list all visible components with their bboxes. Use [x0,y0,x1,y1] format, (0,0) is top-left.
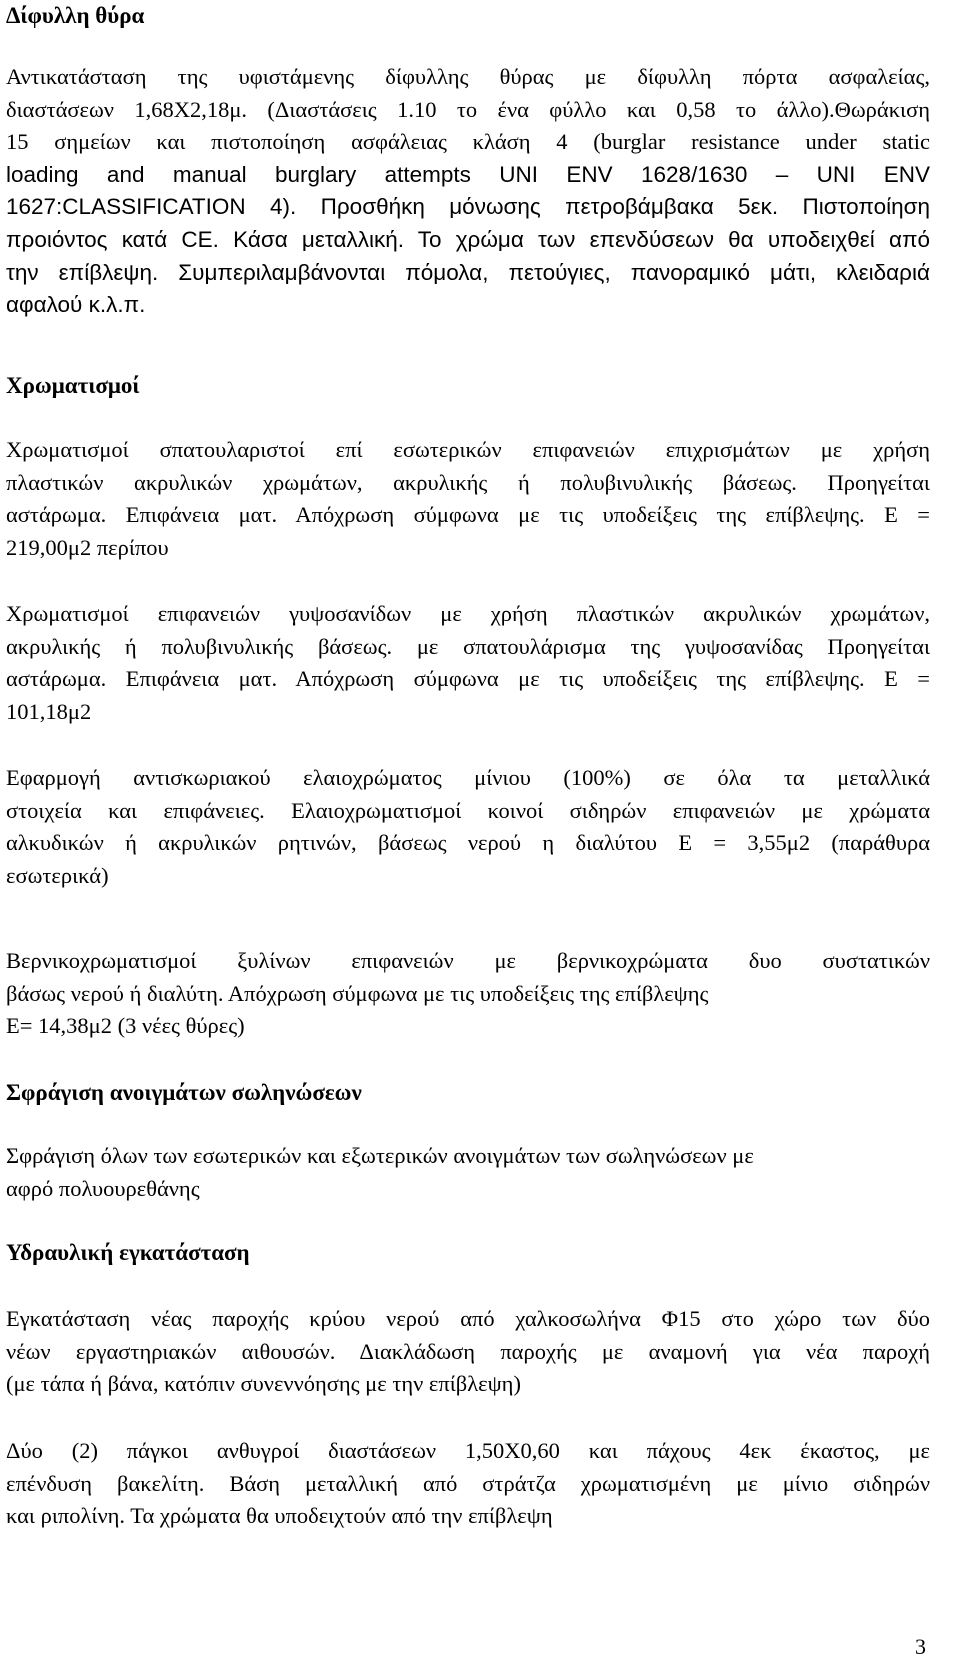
paragraph-paintwork-metal [6,762,930,892]
text-line: Ε= 14,38μ2 (3 νέες θύρες) [6,1013,245,1039]
text-line: Βερνικοχρωματισμοί ξυλίνων επιφανειών με βερνικοχρώματα δυο συστατικών [6,948,930,973]
text-line: Εγκατάσταση νέας παροχής κρύου νερού από χαλκοσωλήνα Φ15 στο χώρο των δύο [6,1306,930,1331]
section-heading-double-door: Δίφυλλη θύρα [6,3,145,28]
paragraph-paintwork-drywall [6,598,930,728]
text-line: εσωτερικά) [6,862,109,888]
paragraph-plumbing-benches [6,1435,930,1533]
page-number: 3 [915,1634,926,1659]
text-line: αστάρωμα. Επιφάνεια ματ. Απόχρωση σύμφωνα με τις υποδείξεις της επίβλεψης. Ε = [6,666,930,692]
section-heading-plumbing: Υδραυλική εγκατάσταση [6,1240,250,1265]
text-line: Σφράγιση όλων των εσωτερικών και εξωτερικών ανοιγμάτων των σωληνώσεων με [6,1143,754,1168]
text-line: 15 σημείων και πιστοποίηση ασφάλειας κλάση 4 (burglar resistance under static [6,129,930,155]
text-line: 101,18μ2 [6,698,92,724]
text-line: αλκυδικών ή ακρυλικών ρητινών, βάσεως νερού η διαλύτου Ε = 3,55μ2 (παράθυρα [6,830,930,856]
paragraph-double-door [6,61,930,322]
text-line: αφρό πολυουρεθάνης [6,1175,200,1201]
paragraph-pipe-sealing [6,1140,930,1205]
paragraph-paintwork-wood [6,945,930,1043]
text-line: loading and manual burglary attempts UNI ENV 1628/1630 – UNI ENV [6,161,930,187]
text-line: επένδυση βακελίτη. Βάση μεταλλική από στράτζα χρωματισμένη με μίνιο σιδηρών [6,1470,930,1496]
text-line: 219,00μ2 περίπου [6,534,169,560]
paragraph-paintwork-interior [6,434,930,564]
paragraph-plumbing-supply [6,1303,930,1401]
text-line: Χρωματισμοί σπατουλαριστοί επί εσωτερικών επιφανειών επιχρισμάτων με χρήση [6,437,930,462]
text-line: Χρωματισμοί επιφανειών γυψοσανίδων με χρήση πλαστικών ακρυλικών χρωμάτων, [6,601,930,626]
text-line: διαστάσεων 1,68Χ2,18μ. (Διαστάσεις 1.10 το ένα φύλλο και 0,58 το άλλο).Θωράκιση [6,96,930,122]
text-line: Εφαρμογή αντισκωριακού ελαιοχρώματος μίνιου (100%) σε όλα τα μεταλλικά [6,765,930,790]
section-heading-pipe-sealing: Σφράγιση ανοιγμάτων σωληνώσεων [6,1080,362,1105]
text-line: Αντικατάσταση της υφιστάμενης δίφυλλης θύρας με δίφυλλη πόρτα ασφαλείας, [6,64,930,89]
text-line: προιόντος κατά CE. Κάσα μεταλλική. Το χρώμα των επενδύσεων θα υποδειχθεί από [6,226,930,252]
section-heading-paintwork: Χρωματισμοί [6,373,140,398]
text-line: βάσως νερού ή διαλύτη. Απόχρωση σύμφωνα με τις υποδείξεις της επίβλεψης [6,980,709,1006]
text-line: 1627:CLASSIFICATION 4). Προσθήκη μόνωσης πετροβάμβακα 5εκ. Πιστοποίηση [6,194,930,220]
text-line: την επίβλεψη. Συμπεριλαμβάνονται πόμολα, πετούγιες, πανοραμικό μάτι, κλειδαριά [6,259,930,285]
text-line: αφαλού κ.λ.π. [6,292,146,318]
text-line: (με τάπα ή βάνα, κατόπιν συνεννόησης με την επίβλεψη) [6,1371,521,1397]
text-line: πλαστικών ακρυλικών χρωμάτων, ακρυλικής ή πολυβινυλικής βάσεως. Προηγείται [6,469,930,495]
text-line: νέων εργαστηριακών αιθουσών. Διακλάδωση παροχής με αναμονή για νέα παροχή [6,1338,930,1364]
text-line: και ριπολίνη. Τα χρώματα θα υποδειχτούν από την επίβλεψη [6,1503,553,1529]
text-line: ακρυλικής ή πολυβινυλικής βάσεως. με σπατουλάρισμα της γυψοσανίδας Προηγείται [6,633,930,659]
text-line: αστάρωμα. Επιφάνεια ματ. Απόχρωση σύμφωνα με τις υποδείξεις της επίβλεψης. Ε = [6,502,930,528]
text-line: στοιχεία και επιφάνειες. Ελαιοχρωματισμοί κοινοί σιδηρών επιφανειών με χρώματα [6,797,930,823]
text-line: Δύο (2) πάγκοι ανθυγροί διαστάσεων 1,50Χ0,60 και πάχους 4εκ έκαστος, με [6,1438,930,1463]
